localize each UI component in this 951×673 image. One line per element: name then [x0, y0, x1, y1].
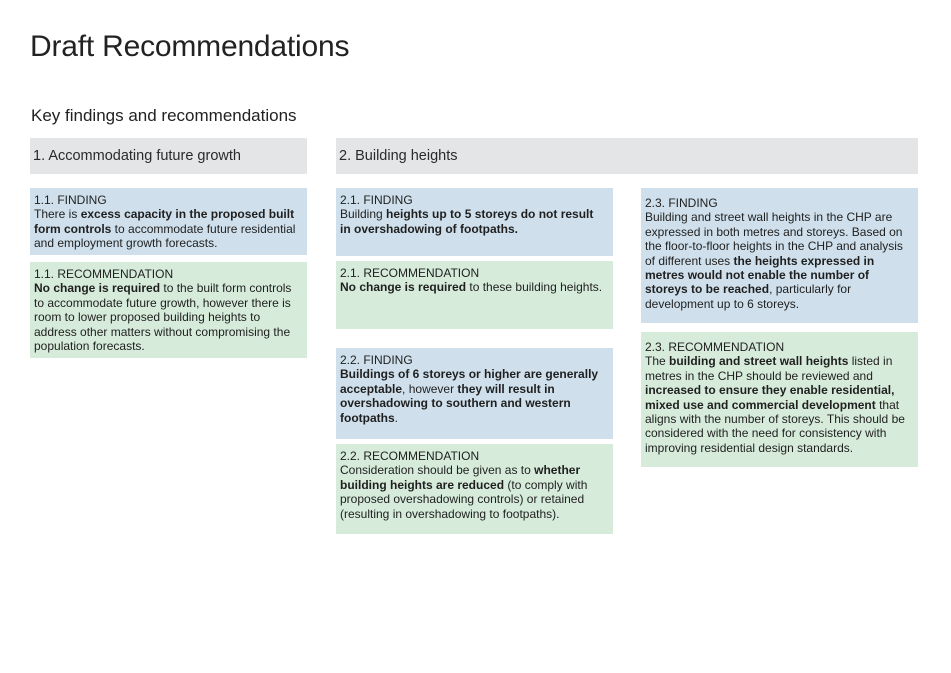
body-text: There is — [34, 207, 81, 222]
card-body — [340, 207, 607, 236]
section-header-growth: 1. Accommodating future growth — [30, 138, 307, 174]
card-label: 2.2. RECOMMENDATION — [340, 449, 480, 463]
page-title: Draft Recommendations — [30, 30, 350, 63]
recommendation-card-2-3 — [641, 332, 918, 467]
page-subtitle: Key findings and recommendations — [31, 106, 297, 125]
finding-card-2-2 — [336, 348, 613, 439]
emphasis-text: the heights expressed in metres would not enable the number of storeys to be reached — [645, 253, 875, 297]
card-label: 1.1. FINDING — [34, 193, 107, 207]
body-text: , however — [402, 381, 458, 396]
card-body — [340, 367, 607, 425]
emphasis-text: heights up to 5 storeys do not result in overshadowing of footpaths. — [340, 207, 594, 236]
card-label: 2.3. FINDING — [645, 196, 718, 210]
body-text: Consideration should be given as to — [340, 463, 535, 478]
finding-card-1-1 — [30, 188, 307, 255]
card-body — [645, 210, 912, 311]
emphasis-text: No change is required — [340, 280, 467, 295]
card-body — [340, 463, 607, 521]
card-body — [645, 354, 912, 455]
body-text: . — [394, 410, 398, 425]
recommendation-card-2-2 — [336, 444, 613, 534]
body-text: Building and street wall heights in the CHP are expressed in both metres and storeys. Based on the floor-to-floor heights in the CHP and analysis of different uses — [645, 210, 903, 268]
card-body — [340, 280, 607, 294]
card-label: 2.3. RECOMMENDATION — [645, 340, 785, 354]
body-text: listed in metres in the CHP should be reviewed and — [645, 354, 893, 383]
emphasis-text: whether building heights are reduced — [340, 463, 581, 492]
finding-card-2-3 — [641, 188, 918, 323]
emphasis-text: they will result in overshadowing to southern and western footpaths — [340, 381, 571, 425]
card-label: 1.1. RECOMMENDATION — [34, 267, 174, 281]
card-label: 2.2. FINDING — [340, 353, 413, 367]
emphasis-text: Buildings of 6 storeys or higher are generally acceptable — [340, 367, 599, 396]
emphasis-text: excess capacity in the proposed built form controls — [34, 207, 295, 236]
body-text: to these building heights. — [466, 280, 603, 295]
card-label: 2.1. RECOMMENDATION — [340, 266, 480, 280]
recommendation-card-1-1 — [30, 262, 307, 358]
emphasis-text: increased to ensure they enable residential, mixed use and commercial development — [645, 383, 895, 412]
section-header-building-heights: 2. Building heights — [336, 138, 918, 174]
body-text: that aligns with the number of storeys. This should be considered with the need for consistency with improving residential design standards. — [645, 397, 905, 455]
finding-card-2-1 — [336, 188, 613, 256]
emphasis-text: building and street wall heights — [669, 354, 849, 369]
emphasis-text: No change is required — [34, 281, 161, 296]
body-text: Building — [340, 207, 387, 222]
body-text: to accommodate future residential and employment growth forecasts. — [34, 221, 296, 251]
card-body — [34, 207, 301, 250]
body-text: The — [645, 354, 670, 369]
body-text: , particularly for development up to 6 storeys. — [645, 282, 852, 311]
card-label: 2.1. FINDING — [340, 193, 413, 207]
card-body — [34, 281, 301, 353]
body-text: to the built form controls to accommodate future growth, however there is room to lower proposed building heights to address other matters without compromising the population forecasts. — [34, 281, 292, 354]
recommendation-card-2-1 — [336, 261, 613, 329]
body-text: (to comply with proposed overshadowing controls) or retained (resulting in overshadowing to footpaths). — [340, 477, 588, 521]
